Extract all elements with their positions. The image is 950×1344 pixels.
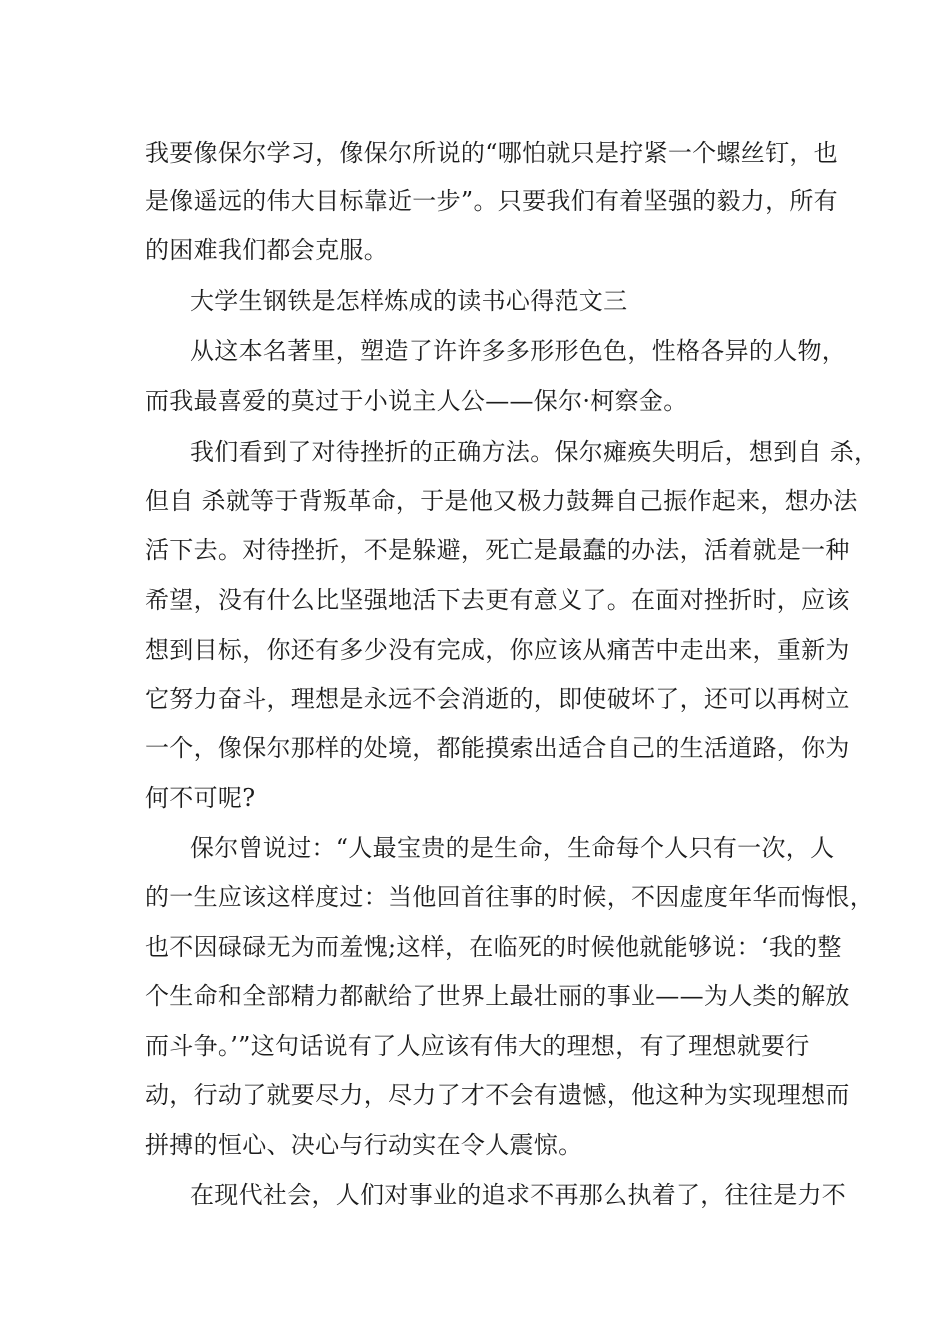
- text-line: 从这本名著里，塑造了许许多多形形色色，性格各异的人物，: [190, 337, 847, 365]
- text-line: 我要像保尔学习，像保尔所说的“哪怕就只是拧紧一个螺丝钉，也: [145, 139, 838, 167]
- text-line: 但自 杀就等于背叛革命，于是他又极力鼓舞自己振作起来，想办法: [145, 487, 858, 515]
- text-line: 的困难我们都会克服。: [145, 236, 388, 264]
- text-line: 在现代社会，人们对事业的追求不再那么执着了，往往是力不: [190, 1181, 847, 1209]
- text-line: 它努力奋斗，理想是永远不会消逝的，即使破坏了，还可以再树立: [145, 685, 850, 713]
- text-line: 也不因碌碌无为而羞愧;这样，在临死的时候他就能够说：‘我的整: [145, 933, 842, 961]
- text-line: 而斗争。’”这句话说有了人应该有伟大的理想，有了理想就要行: [145, 1032, 810, 1060]
- text-line: 我们看到了对待挫折的正确方法。保尔瘫痪失明后，想到自 杀，: [190, 438, 879, 466]
- text-line: 一个，像保尔那样的处境，都能摸索出适合自己的生活道路，你为: [145, 734, 850, 762]
- text-line: 拼搏的恒心、决心与行动实在令人震惊。: [145, 1131, 583, 1159]
- text-line: 个生命和全部精力都献给了世界上最壮丽的事业——为人类的解放: [145, 982, 850, 1010]
- text-line: 的一生应该这样度过：当他回首往事的时候，不因虚度年华而悔恨，: [145, 883, 874, 911]
- text-line: 希望，没有什么比坚强地活下去更有意义了。在面对挫折时，应该: [145, 586, 850, 614]
- text-line: 想到目标，你还有多少没有完成，你应该从痛苦中走出来，重新为: [145, 636, 850, 664]
- section-heading: 大学生钢铁是怎样炼成的读书心得范文三: [190, 287, 628, 315]
- text-line: 是像遥远的伟大目标靠近一步”。只要我们有着坚强的毅力，所有: [145, 187, 838, 215]
- text-line: 何不可呢?: [145, 784, 256, 812]
- text-line: 而我最喜爱的莫过于小说主人公——保尔·柯察金。: [145, 387, 688, 415]
- text-line: 保尔曾说过：“人最宝贵的是生命，生命每个人只有一次，人: [190, 834, 835, 862]
- text-line: 动，行动了就要尽力，尽力了才不会有遗憾，他这种为实现理想而: [145, 1081, 850, 1109]
- text-line: 活下去。对待挫折，不是躲避，死亡是最蠢的办法，活着就是一种: [145, 536, 850, 564]
